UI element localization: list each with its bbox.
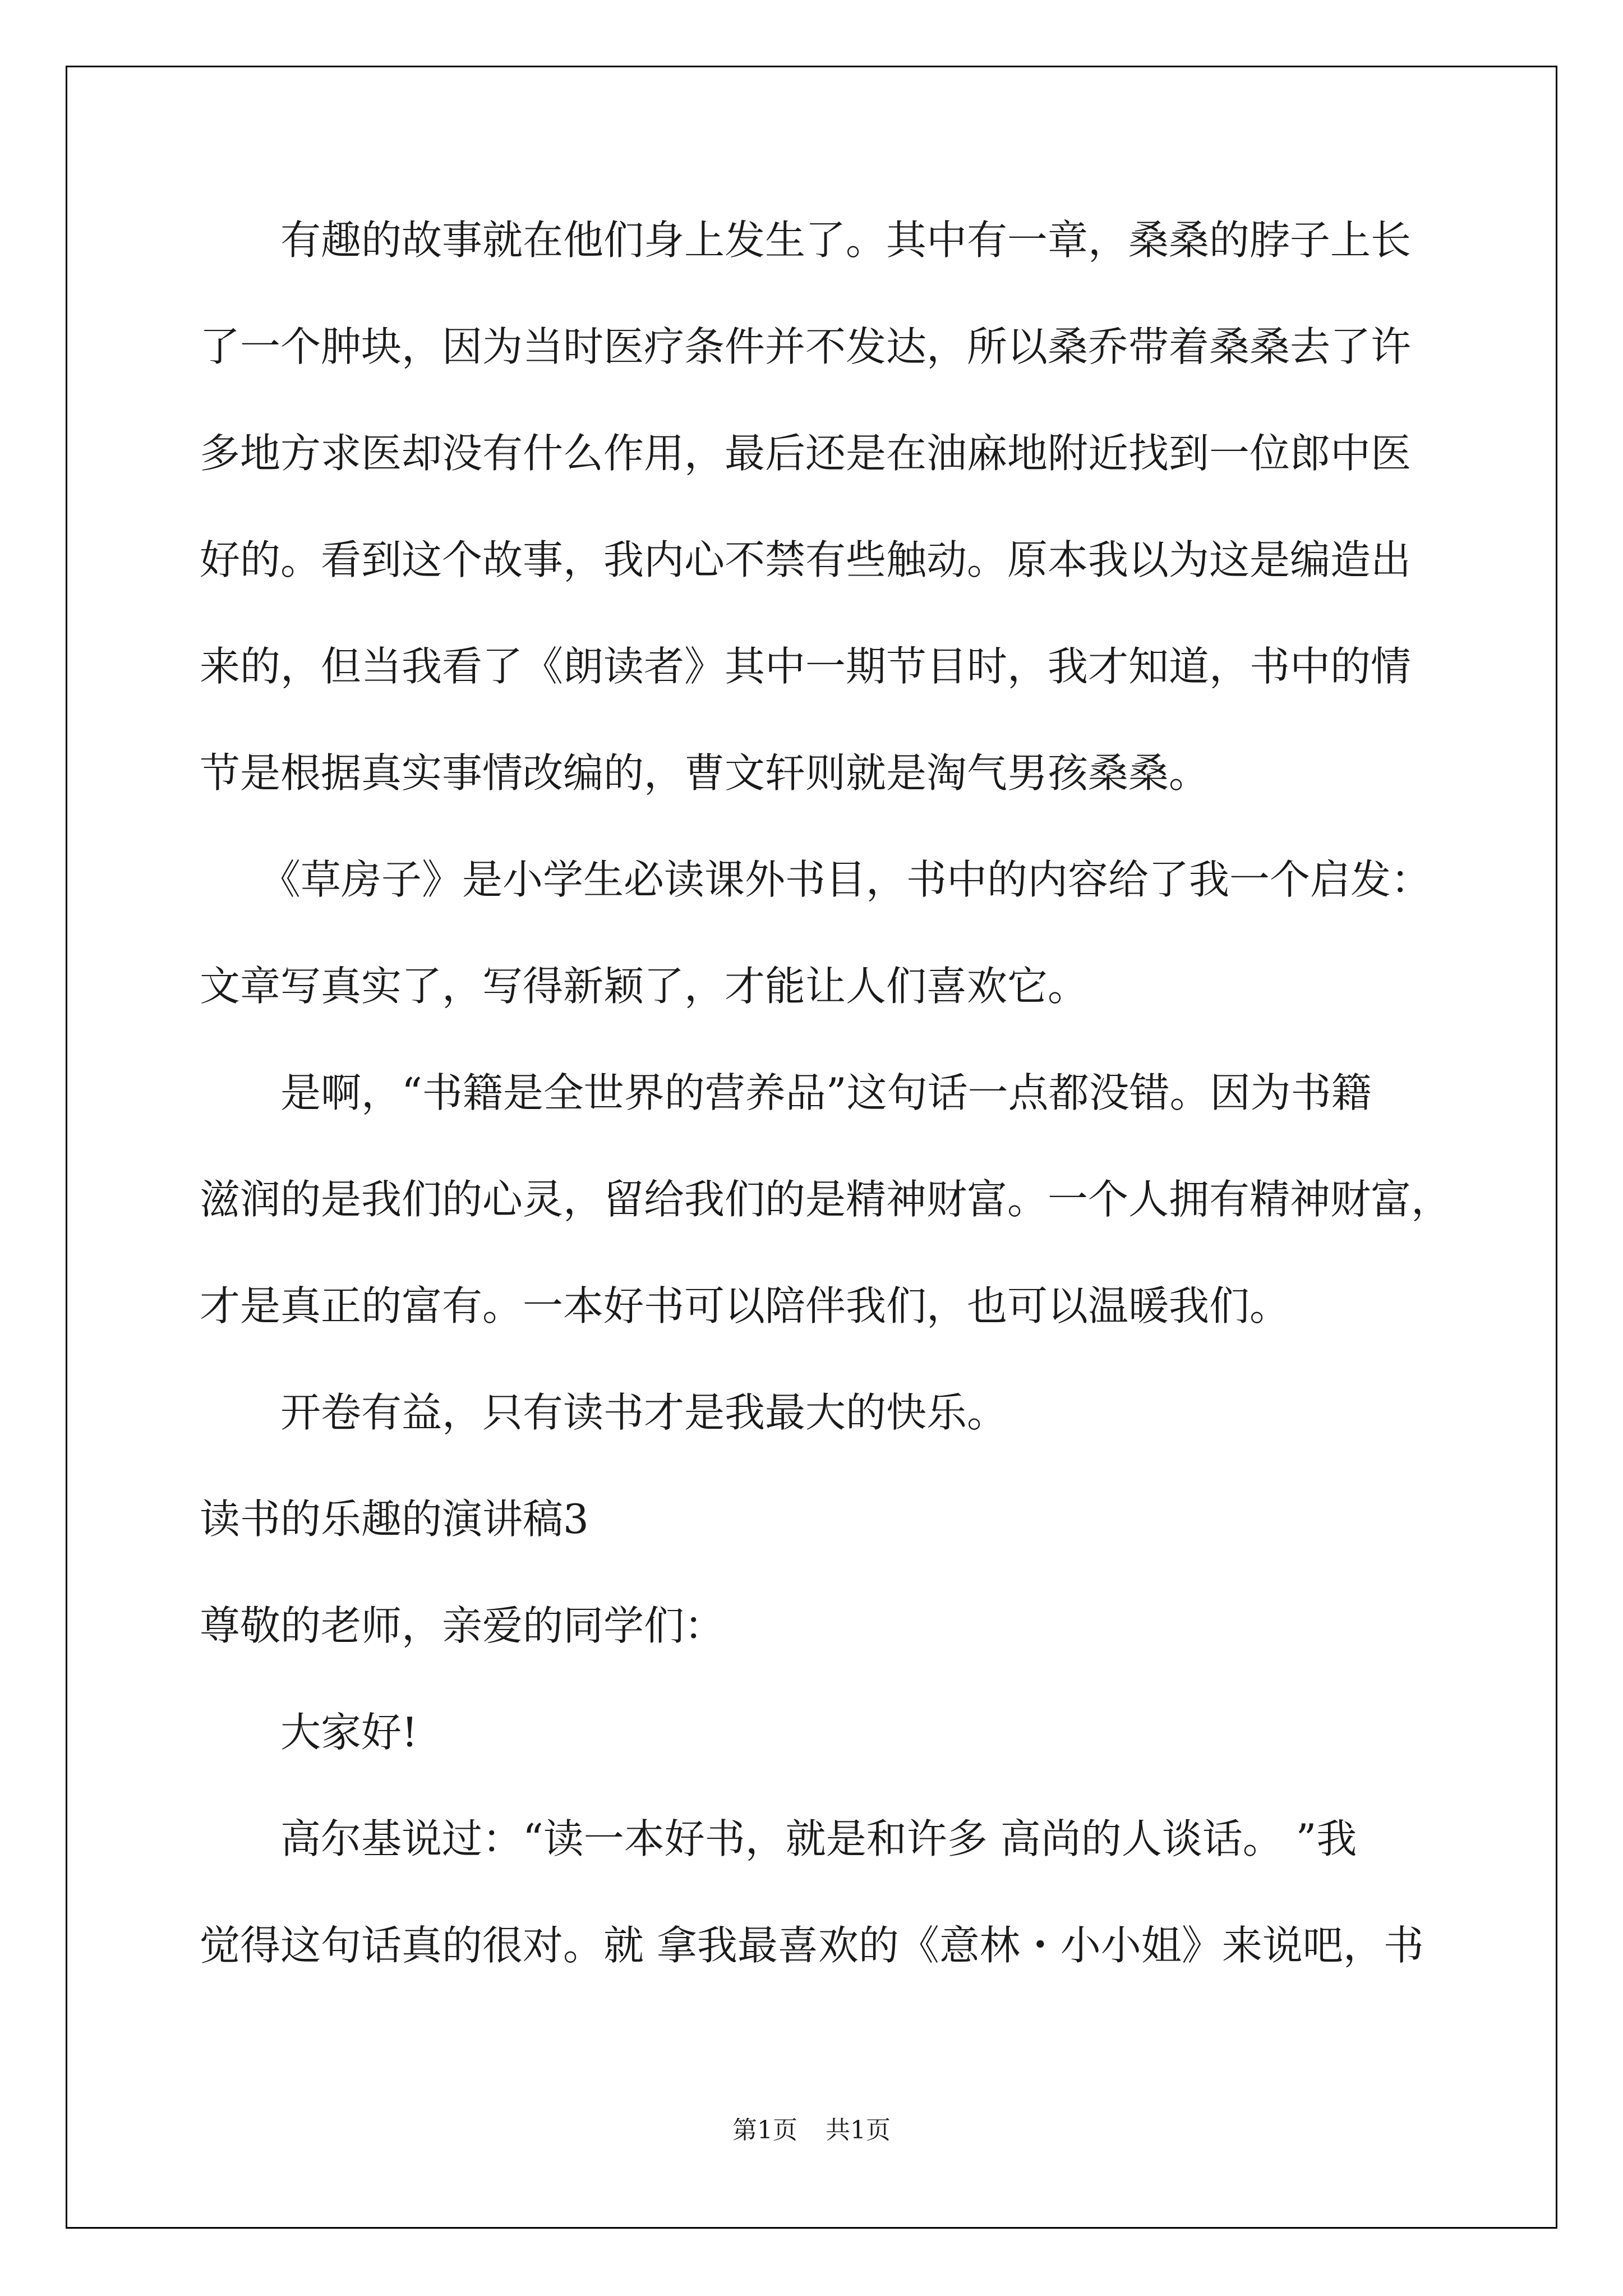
- text-line-6: 节是根据真实事情改编的，曹文轩则就是淘气男孩桑桑。: [200, 749, 1210, 797]
- page-total: 共1页: [826, 2116, 891, 2145]
- text-line-7: 《草房子》是小学生必读课外书目，书中的内容给了我一个启发：: [200, 856, 1432, 903]
- text-line-10: 滋润的是我们的心灵，留给我们的是精神财富。一个人拥有精神财富，: [200, 1176, 1452, 1223]
- salutation: 尊敬的老师，亲爱的同学们：: [200, 1602, 725, 1649]
- text-line-8: 文章写真实了，写得新颖了，才能让人们喜欢它。: [200, 963, 1089, 1010]
- text-line-3: 多地方求医却没有什么作用，最后还是在油麻地附近找到一位郎中医: [200, 430, 1412, 477]
- section-heading: 读书的乐趣的演讲稿3: [200, 1496, 589, 1543]
- page-number: 第1页: [732, 2116, 797, 2145]
- text-line-12: 开卷有益，只有读书才是我最大的快乐。: [200, 1389, 1008, 1436]
- text-line-1: 有趣的故事就在他们身上发生了。其中有一章，桑桑的脖子上长: [200, 217, 1412, 264]
- text-line-4: 好的。看到这个故事，我内心不禁有些触动。原本我以为这是编造出: [200, 536, 1412, 583]
- page-border: [66, 66, 1557, 2229]
- text-line-9: 是啊，“书籍是全世界的营养品”这句话一点都没错。因为书籍: [200, 1069, 1372, 1116]
- text-line-2: 了一个肿块，因为当时医疗条件并不发达，所以桑乔带着桑桑去了许: [200, 323, 1412, 370]
- text-line-5: 来的，但当我看了《朗读者》其中一期节目时，我才知道，书中的情: [200, 643, 1412, 690]
- text-line-11: 才是真正的富有。一本好书可以陪伴我们，也可以温暖我们。: [200, 1282, 1290, 1329]
- text-line-17: 觉得这句话真的很对。就 拿我最喜欢的《意林・小小姐》来说吧，书: [200, 1922, 1424, 1969]
- text-line-16: 高尔基说过：“读一本好书，就是和许多 高尚的人谈话。 ”我: [200, 1815, 1357, 1862]
- page-footer: [0, 2115, 1623, 2146]
- greeting: 大家好!: [200, 1709, 418, 1756]
